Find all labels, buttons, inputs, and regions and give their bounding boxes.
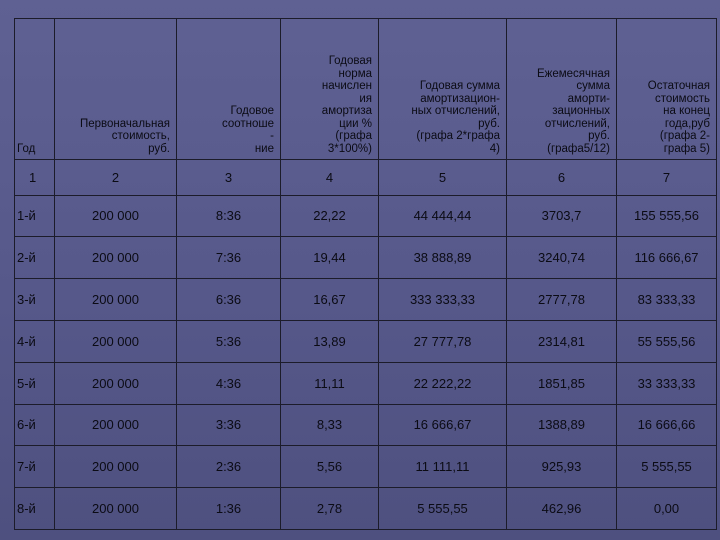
table-cell: 16,67 [281, 279, 379, 321]
table-cell: 27 777,78 [379, 320, 507, 362]
table-cell: 200 000 [55, 195, 177, 237]
header-monthly-amount: Ежемесячная сумма аморти- зационных отчислений, руб. (графа5/12) [507, 19, 617, 160]
table-row [15, 237, 717, 279]
table-cell: 4:36 [177, 362, 281, 404]
table-cell: 83 333,33 [617, 279, 717, 321]
table-cell: 200 000 [55, 446, 177, 488]
table-cell: 22,22 [281, 195, 379, 237]
table-cell: 1:36 [177, 488, 281, 530]
table-body [15, 195, 717, 529]
table-cell: 16 666,67 [379, 404, 507, 446]
table-cell: 38 888,89 [379, 237, 507, 279]
table-row [15, 195, 717, 237]
table-cell: 200 000 [55, 362, 177, 404]
column-number: 6 [507, 160, 617, 196]
table-cell: 8,33 [281, 404, 379, 446]
table-cell: 462,96 [507, 488, 617, 530]
header-annual-rate: Годовая норма начислен ия амортиза ции % (графа 3*100%) [281, 19, 379, 160]
table-cell: 1-й [15, 195, 55, 237]
table-cell: 19,44 [281, 237, 379, 279]
table-cell: 2-й [15, 237, 55, 279]
table-cell: 5-й [15, 362, 55, 404]
header-residual-value: Остаточная стоимость на конец года,руб (графа 2- графа 5) [617, 19, 717, 160]
table-cell: 16 666,66 [617, 404, 717, 446]
table-row [15, 362, 717, 404]
table-cell: 200 000 [55, 320, 177, 362]
table-cell: 333 333,33 [379, 279, 507, 321]
table-cell: 5 555,55 [617, 446, 717, 488]
table-cell: 1388,89 [507, 404, 617, 446]
table-cell: 4-й [15, 320, 55, 362]
column-number: 5 [379, 160, 507, 196]
table-row [15, 446, 717, 488]
table-cell: 8-й [15, 488, 55, 530]
table-cell: 2314,81 [507, 320, 617, 362]
table-cell: 2:36 [177, 446, 281, 488]
table-row [15, 488, 717, 530]
table-cell: 7-й [15, 446, 55, 488]
table-cell: 1851,85 [507, 362, 617, 404]
table-cell: 200 000 [55, 488, 177, 530]
column-number: 7 [617, 160, 717, 196]
column-number: 3 [177, 160, 281, 196]
table-cell: 925,93 [507, 446, 617, 488]
table-cell: 6-й [15, 404, 55, 446]
table-cell: 200 000 [55, 404, 177, 446]
table-cell: 3703,7 [507, 195, 617, 237]
table-cell: 5 555,55 [379, 488, 507, 530]
header-initial-cost: Первоначальная стоимость, руб. [55, 19, 177, 160]
table-cell: 55 555,56 [617, 320, 717, 362]
table-cell: 22 222,22 [379, 362, 507, 404]
table-row [15, 320, 717, 362]
header-annual-ratio: Годовое соотноше - ние [177, 19, 281, 160]
table-cell: 7:36 [177, 237, 281, 279]
depreciation-table [14, 18, 717, 530]
table-cell: 200 000 [55, 279, 177, 321]
column-number: 2 [55, 160, 177, 196]
column-number: 1 [15, 160, 55, 196]
table-cell: 0,00 [617, 488, 717, 530]
column-number: 4 [281, 160, 379, 196]
table-cell: 6:36 [177, 279, 281, 321]
table-cell: 8:36 [177, 195, 281, 237]
table-cell: 33 333,33 [617, 362, 717, 404]
header-row [15, 19, 717, 160]
table-cell: 3240,74 [507, 237, 617, 279]
table-cell: 5:36 [177, 320, 281, 362]
table-cell: 44 444,44 [379, 195, 507, 237]
table-cell: 2,78 [281, 488, 379, 530]
table-cell: 155 555,56 [617, 195, 717, 237]
table-cell: 116 666,67 [617, 237, 717, 279]
table-cell: 3:36 [177, 404, 281, 446]
table-cell: 5,56 [281, 446, 379, 488]
table-cell: 11,11 [281, 362, 379, 404]
header-annual-amount: Годовая сумма амортизацион- ных отчислений, руб. (графа 2*графа 4) [379, 19, 507, 160]
table-cell: 2777,78 [507, 279, 617, 321]
column-number-row [15, 160, 717, 196]
table-row [15, 279, 717, 321]
table-cell: 200 000 [55, 237, 177, 279]
header-year: Год [15, 19, 55, 160]
table-row [15, 404, 717, 446]
table-cell: 11 111,11 [379, 446, 507, 488]
table-cell: 3-й [15, 279, 55, 321]
table-cell: 13,89 [281, 320, 379, 362]
